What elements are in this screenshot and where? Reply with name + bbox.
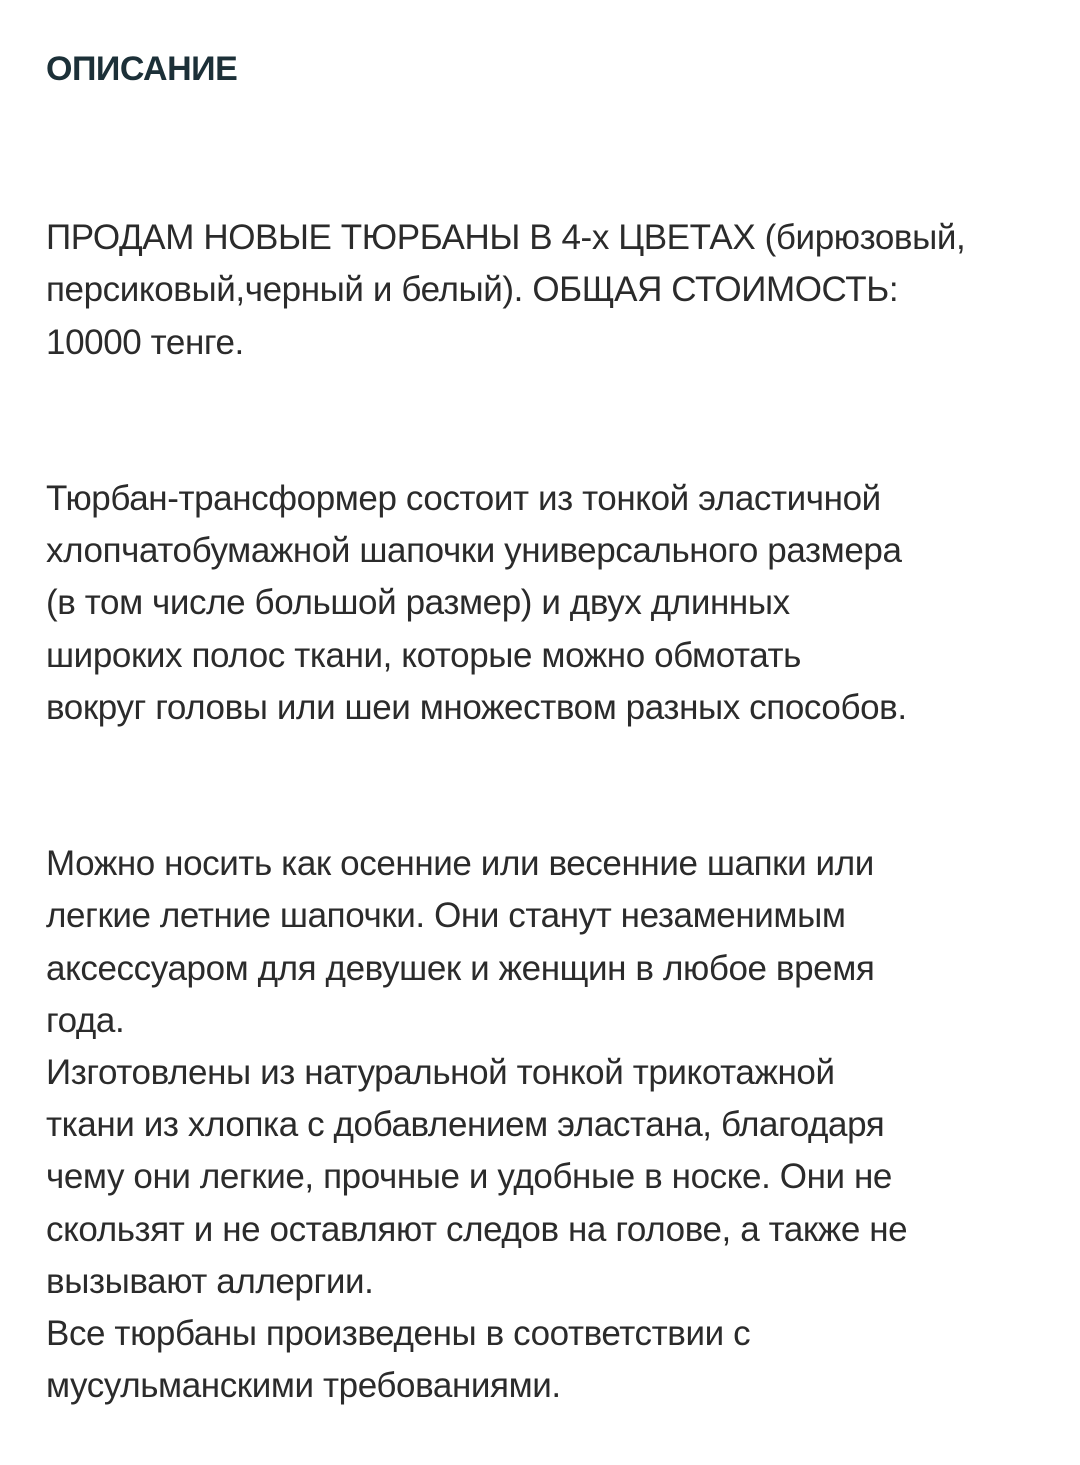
description-body xyxy=(46,160,1046,1465)
description-paragraph-details: Можно носить как осенние или весенние шапки или легкие летние шапочки. Они станут незаменимым аксессуаром для девушек и женщин в любое время года. Изготовлены из натуральной тонкой трикотажной ткани из хлопка с добавлением эластана, благодаря чему они легкие, прочные и удобные в носке. Они не скользят и не оставляют следов на голове, а также не вызывают аллергии. Все тюрбаны произведены в соответствии с мусульманскими требованиями. xyxy=(46,844,908,1406)
description-section xyxy=(46,40,1046,1465)
description-paragraph-composition: Тюрбан-трансформер состоит из тонкой эластичной хлопчатобумажной шапочки универсального размера (в том числе большой размер) и двух длинных широких полос ткани, которые можно обмотать вокруг головы или шеи множеством разных способов. xyxy=(46,479,907,727)
description-paragraph-price: ПРОДАМ НОВЫЕ ТЮРБАНЫ В 4-х ЦВЕТАХ (бирюзовый, персиковый,черный и белый). ОБЩАЯ СТОИМОСТЬ: 10000 тенге. xyxy=(46,218,966,362)
section-title: ОПИСАНИЕ xyxy=(46,50,238,88)
